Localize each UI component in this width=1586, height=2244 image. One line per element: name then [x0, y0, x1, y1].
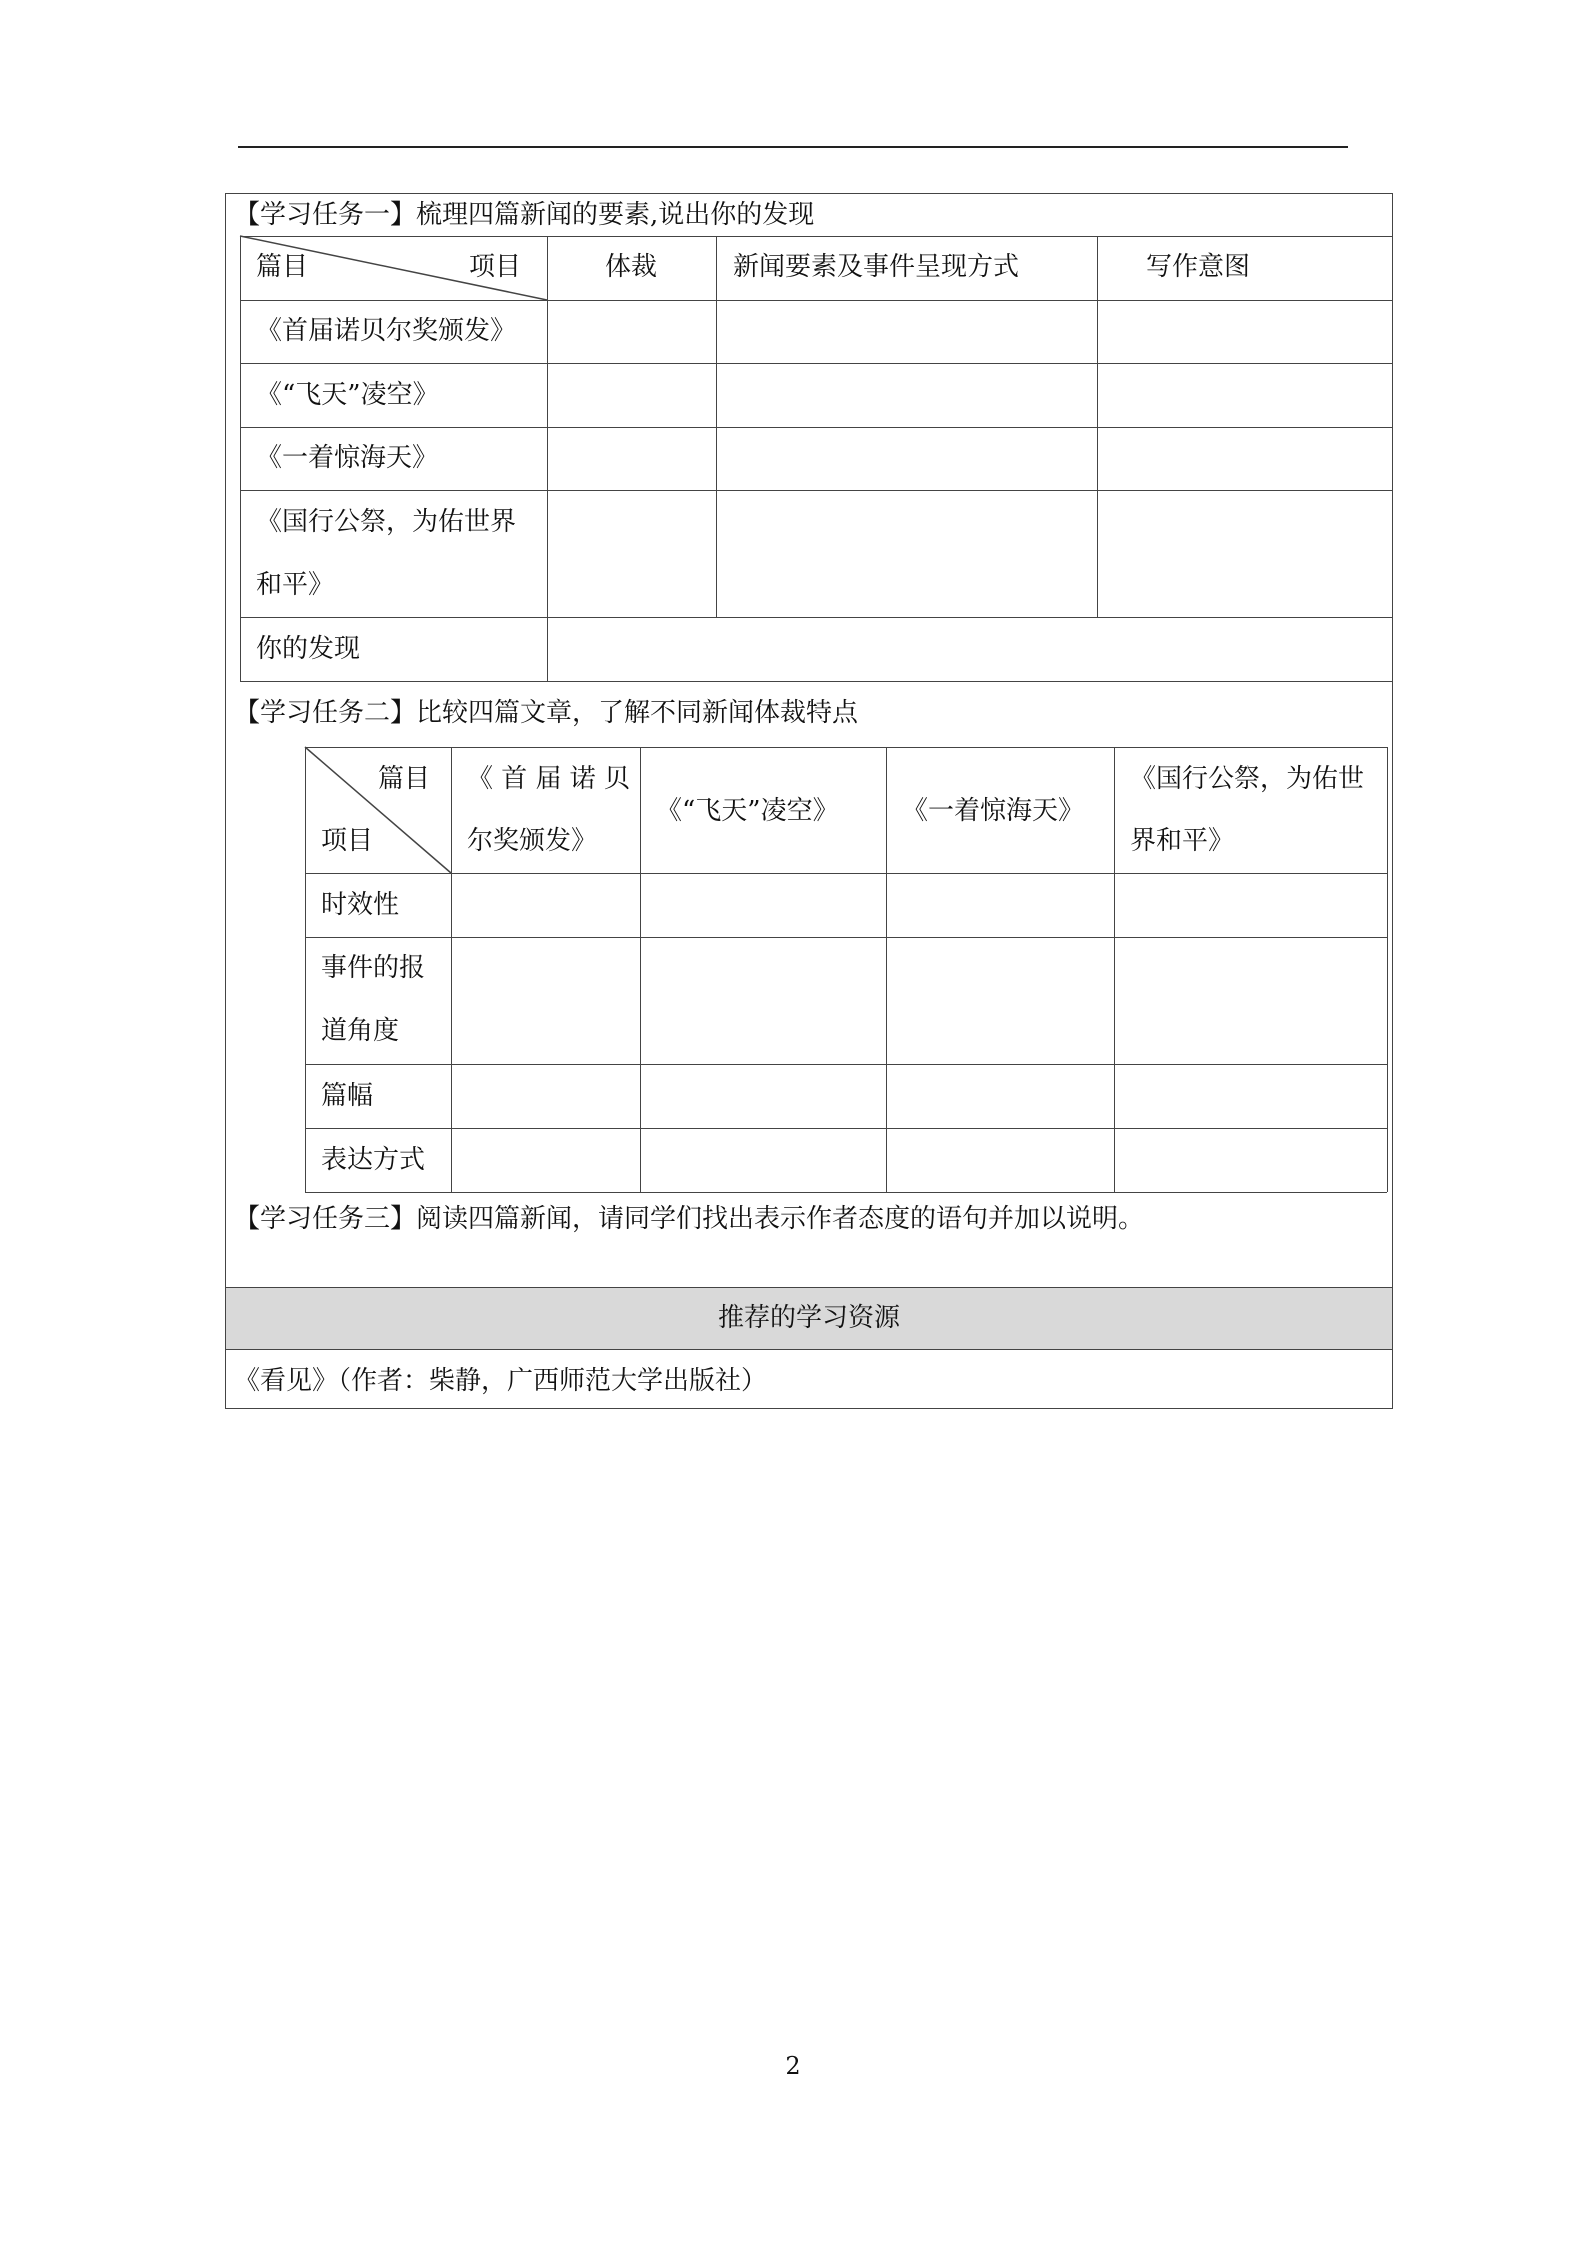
- task2-row-divider: [305, 937, 1387, 938]
- task1-row-divider: [240, 300, 1393, 301]
- task2-col-divider: [640, 747, 641, 1192]
- task3-heading: 【学习任务三】阅读四篇新闻，请同学们找出表示作者态度的语句并加以说明。: [234, 1204, 1145, 1234]
- task1-col-divider: [547, 236, 548, 681]
- task2-row-label: 篇幅: [321, 1081, 374, 1111]
- task2-col-divider: [1114, 747, 1115, 1192]
- page-number: 2: [785, 2052, 801, 2080]
- task2-row-divider: [305, 1128, 1387, 1129]
- task1-row-label: 《“飞天”凌空》: [256, 380, 439, 410]
- task2-row-label: 表达方式: [321, 1145, 426, 1175]
- task2-table-top-border: [305, 747, 1387, 748]
- resources-title: 推荐的学习资源: [717, 1303, 900, 1333]
- task2-row-divider: [305, 1064, 1387, 1065]
- task1-row-divider: [240, 490, 1393, 491]
- task1-header-intent: 写作意图: [1146, 252, 1251, 282]
- task2-row-label: 时效性: [321, 890, 400, 920]
- task1-row-label: 《首届诺贝尔奖颁发》: [256, 316, 517, 346]
- resources-divider: [225, 1349, 1393, 1350]
- task2-header-col1: 尔奖颁发》: [467, 826, 598, 856]
- task1-header-elements: 新闻要素及事件呈现方式: [733, 252, 1020, 282]
- task1-row-label: 《国行公祭，为佑世界: [256, 507, 517, 537]
- resources-item: 《看见》（作者：柴静，广西师范大学出版社）: [234, 1366, 768, 1396]
- task1-col-divider: [716, 236, 717, 617]
- task2-header-xiangmu: 项目: [321, 826, 374, 856]
- header-rule: [238, 146, 1348, 148]
- task1-heading: 【学习任务一】梳理四篇新闻的要素,说出你的发现: [234, 200, 815, 230]
- task1-row-divider: [240, 427, 1393, 428]
- task1-header-genre: 体裁: [605, 252, 658, 282]
- task1-header-xiangmu: 项目: [469, 252, 522, 282]
- task1-header-pianmu: 篇目: [256, 252, 309, 282]
- task2-col-divider: [886, 747, 887, 1192]
- task1-row-divider: [240, 363, 1393, 364]
- task1-col-divider: [1097, 236, 1098, 617]
- task1-left-border: [240, 236, 241, 681]
- task2-table-bottom-border: [305, 1192, 1387, 1193]
- task2-col-divider: [451, 747, 452, 1192]
- task1-table-bottom-border: [240, 681, 1393, 682]
- task2-row-divider: [305, 873, 1387, 874]
- task2-header-pianmu: 篇目: [378, 764, 431, 794]
- task2-heading: 【学习任务二】比较四篇文章，了解不同新闻体裁特点: [234, 698, 859, 728]
- resources-top-divider: [225, 1287, 1393, 1288]
- task2-header-col4: 《国行公祭，为佑世: [1130, 764, 1365, 794]
- task2-header-col1: 《 首 届 诺 贝: [467, 764, 631, 794]
- task2-header-col4: 界和平》: [1130, 826, 1235, 856]
- task1-row-label: 和平》: [256, 570, 335, 600]
- task1-row-label: 《一着惊海天》: [256, 443, 439, 473]
- task2-header-col2: 《“飞天”凌空》: [656, 796, 839, 826]
- task2-right-border: [1387, 747, 1388, 1192]
- task1-row-divider: [240, 617, 1393, 618]
- task1-finding-label: 你的发现: [256, 634, 361, 664]
- task2-row-label: 道角度: [321, 1016, 400, 1046]
- task2-header-col3: 《一着惊海天》: [902, 796, 1085, 826]
- task2-row-label: 事件的报: [321, 953, 426, 983]
